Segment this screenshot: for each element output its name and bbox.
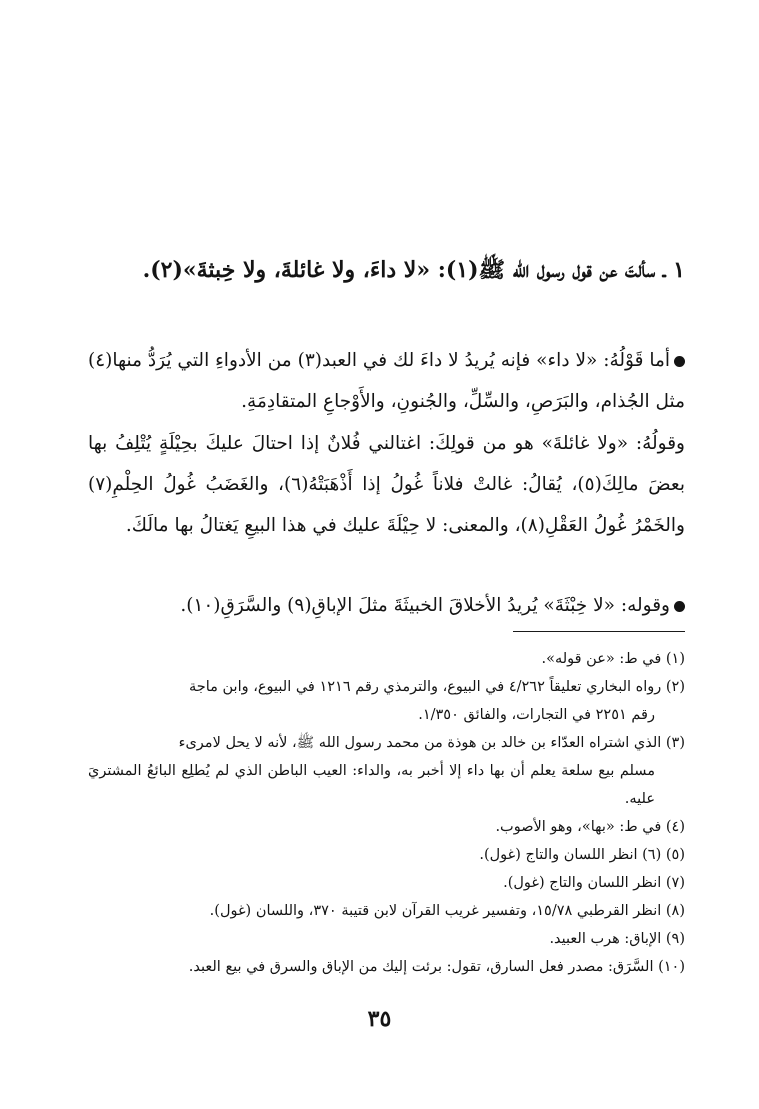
footnote-text: (١) في ط: «عن قوله». <box>541 651 685 667</box>
footnote-1 <box>88 645 685 673</box>
footnote-4 <box>88 813 685 841</box>
footnote-8 <box>88 897 685 925</box>
footnote-2 <box>88 673 685 729</box>
footnotes <box>88 645 685 981</box>
section-heading: ١ ـ سألتَ عن قول رسول الله ﷺ(١): «لا داءَ، ولا غائلةَ، ولا خِبثةَ»(٢). <box>142 257 685 283</box>
footnote-divider <box>513 631 685 632</box>
footnote-text: (٣) الذي اشتراه العدّاء بن خالد بن هوذة من محمد رسول الله ﷺ، لأنه لا يحل لامرىء <box>178 735 685 751</box>
paragraph-2 <box>88 423 685 546</box>
footnote-continuation: رقم ٢٢٥١ في التجارات، والفائق ١/٣٥٠. <box>418 707 655 723</box>
footnote-continuation: مسلم بيع سلعة يعلم أن بها داء إلا أخبر به، والداء: العيب الباطن الذي لم يُطلِع البائعُ المشتريَ عليه. <box>88 763 655 807</box>
footnote-text: (٧) انظر اللسان والتاج (غول). <box>503 875 685 891</box>
footnote-text: (٢) رواه البخاري تعليقاً ٤/٢٦٢ في البيوع، والترمذي رقم ١٢١٦ في البيوع، وابن ماجة <box>188 679 685 695</box>
page-number: ٣٥ <box>367 1006 392 1032</box>
footnote-3 <box>88 729 685 813</box>
footnote-text: (٥) (٦) انظر اللسان والتاج (غول). <box>479 847 685 863</box>
paragraph-3-text: وقوله: «لا خِبْثَةَ» يُريدُ الأخلاقَ الخبيثَةَ مثلَ الإباقِ(٩) والسَّرَقِ(١٠). <box>180 595 670 616</box>
footnote-7 <box>88 869 685 897</box>
paragraph-2-text: وقولُهُ: «ولا غائلةَ» هو من قولِكَ: اغتالني فُلانٌ إذا احتالَ عليكَ بحِيْلَةٍ يُتْلِفُ بها بعضَ مالِكَ(٥)، يُقالُ: غالتْ فلاناً غُولُ إذا أَذْهَبَتْهُ(٦)، والغَضَبُ غُولُ الحِلْمِ(٧) والخَمْرُ غُولُ العَقْلِ(٨)، والمعنى: لا حِيْلَةَ عليك في هذا البيعِ يَغتالُ بها مالَكَ. <box>88 433 685 536</box>
footnote-text: (٨) انظر القرطبي ١٥/٧٨، وتفسير غريب القرآن لابن قتيبة ٣٧٠، واللسان (غول). <box>209 903 685 919</box>
footnote-5-6 <box>88 841 685 869</box>
paragraph-3 <box>88 585 685 626</box>
footnote-text: (١٠) السَّرَق: مصدر فعل السارق، تقول: برئت إليك من الإباق والسرق في بيع العبد. <box>188 959 685 975</box>
footnote-9 <box>88 925 685 953</box>
footnote-text: (٤) في ط: «بها»، وهو الأصوب. <box>495 819 685 835</box>
paragraph-1-text: أما قَوْلُهُ: «لا داء» فإنه يُريدُ لا داءَ لك في العبد(٣) من الأدواءِ التي يُرَدُّ منها(٤) مثل الجُذام، والبَرَصِ، والسِّلِّ، والجُنونِ، والأَوْجاعِ المتقادِمَةِ. <box>88 350 685 412</box>
footnote-text: (٩) الإباق: هرب العبيد. <box>549 931 685 947</box>
footnote-10 <box>88 953 685 981</box>
bullet-icon <box>674 601 685 612</box>
bullet-icon <box>674 356 685 367</box>
paragraph-1 <box>88 340 685 422</box>
